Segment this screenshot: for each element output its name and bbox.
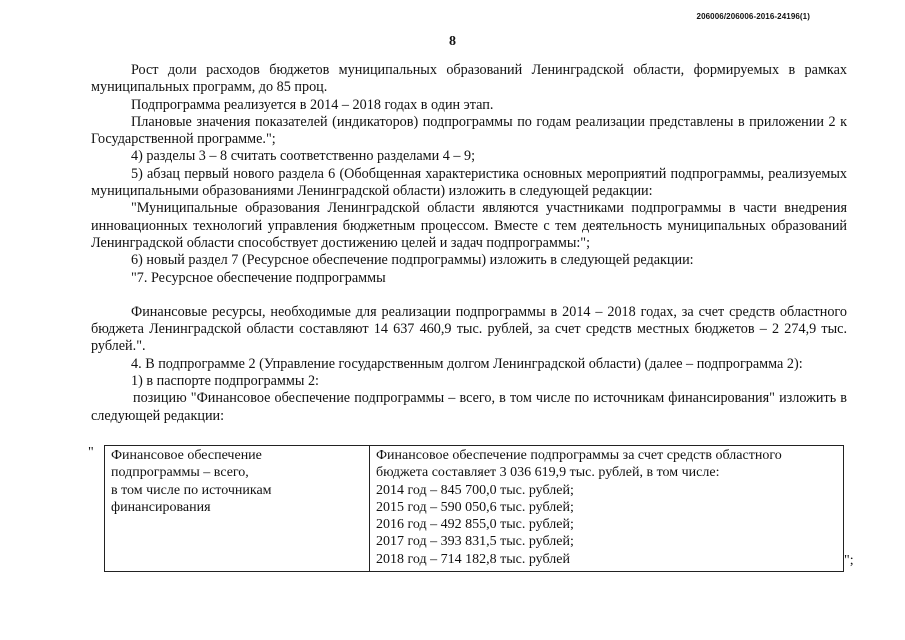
opening-quote: " — [88, 445, 94, 460]
table-cell-label — [105, 446, 370, 572]
paragraph: 5) абзац первый нового раздела 6 (Обобщенная характеристика основных мероприятий подпрограммы, реализуемых муниципальными образованиями Ленинградской области) изложить в следующей редакции: — [91, 165, 847, 200]
cell-line: 2018 год – 714 182,8 тыс. рублей — [376, 551, 570, 567]
table-row — [105, 446, 844, 572]
cell-line: 2017 год – 393 831,5 тыс. рублей; — [376, 534, 574, 550]
paragraph: Плановые значения показателей (индикаторов) подпрограммы по годам реализации представлены в приложении 2 к Государственной программе."; — [91, 113, 847, 148]
cell-line: финансирования — [111, 499, 211, 515]
paragraph: 4. В подпрограмме 2 (Управление государственным долгом Ленинградской области) (далее – подпрограмма 2): — [131, 355, 803, 372]
section-heading: "7. Ресурсное обеспечение подпрограммы — [131, 269, 386, 286]
cell-line: бюджета составляет 3 036 619,9 тыс. рублей, в том числе: — [376, 465, 720, 481]
paragraph: позицию "Финансовое обеспечение подпрограммы – всего, в том числе по источникам финансирования" изложить в следующей редакции: — [91, 390, 847, 424]
paragraph: Рост доли расходов бюджетов муниципальных образований Ленинградской области, формируемых в рамках муниципальных программ, до 85 проц. — [91, 62, 847, 96]
paragraph: 4) разделы 3 – 8 считать соответственно разделами 4 – 9; — [131, 148, 476, 165]
page-number: 8 — [449, 34, 456, 49]
paragraph: Финансовые ресурсы, необходимые для реализации подпрограммы в 2014 – 2018 годах, за счет средств областного бюджета Ленинградской области составляют 14 637 460,9 тыс. рублей, за счет средств местных бюджетов – 2 274,9 тыс. рублей.". — [91, 303, 847, 355]
closing-quote: "; — [844, 553, 854, 568]
cell-line: Финансовое обеспечение — [111, 448, 262, 463]
document-body — [91, 62, 847, 425]
paragraph: 6) новый раздел 7 (Ресурсное обеспечение подпрограммы) изложить в следующей редакции: — [131, 252, 694, 269]
cell-line: Финансовое обеспечение подпрограммы за счет средств областного — [376, 448, 782, 463]
cell-line: подпрограммы – всего, — [111, 465, 249, 481]
cell-line: 2014 год – 845 700,0 тыс. рублей; — [376, 482, 574, 498]
paragraph: 1) в паспорте подпрограммы 2: — [131, 373, 319, 390]
paragraph: "Муниципальные образования Ленинградской области являются участниками подпрограммы в части внедрения инновационных технологий управления бюджетным процессом. Вместе с тем деятельность муниципальных образований Ленинградской области способствует достижению целей и задач подпрограммы:"; — [91, 200, 847, 251]
paragraph: Подпрограмма реализуется в 2014 – 2018 годах в один этап. — [131, 96, 494, 113]
table-cell-value — [370, 446, 844, 572]
cell-line: в том числе по источникам — [111, 482, 272, 498]
cell-line: 2016 год – 492 855,0 тыс. рублей; — [376, 517, 574, 533]
cell-line: 2015 год – 590 050,6 тыс. рублей; — [376, 499, 574, 515]
document-id: 206006/206006-2016-24196(1) — [696, 12, 810, 21]
financing-table-block — [88, 445, 858, 575]
financing-table — [104, 445, 844, 572]
